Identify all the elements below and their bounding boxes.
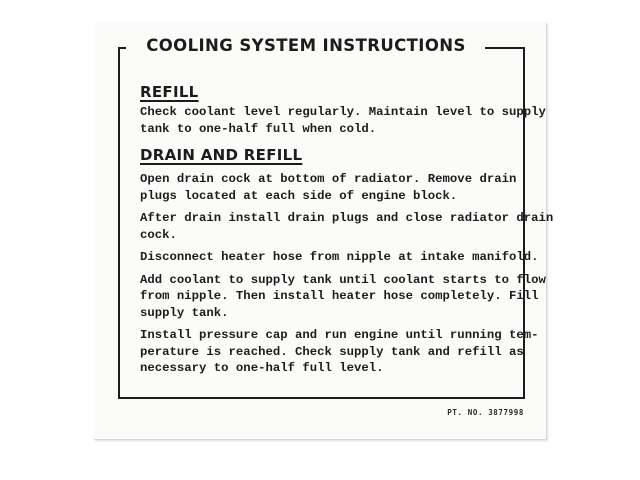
part-number: PT. NO. 3877998 [447,408,524,417]
drain-step-1: Open drain cock at bottom of radiator. Remove drain plugs located at each side of engine block. [140,172,517,203]
drain-step-3: Disconnect heater hose from nipple at intake manifold. [140,250,539,264]
decal-title: COOLING SYSTEM INSTRUCTIONS [131,36,481,55]
drain-step-2: After drain install drain plugs and close radiator drain cock. [140,211,554,242]
instructions-body [140,83,554,377]
cooling-system-decal [94,23,554,440]
drain-step-5: Install pressure cap and run engine until running tem- perature is reached. Check supply tank and refill as necessary to one-half full level. [140,328,539,375]
border-frame-top-right [485,47,523,49]
section-heading-refill: REFILL [140,83,199,101]
refill-paragraph: Check coolant level regularly. Maintain level to supply tank to one-half full when cold. [140,105,546,136]
drain-step-4: Add coolant to supply tank until coolant starts to flow from nipple. Then install heater hose completely. Fill supply tank. [140,272,546,320]
border-frame-top-left [118,47,126,49]
section-heading-drain-and-refill: DRAIN AND REFILL [140,146,303,164]
